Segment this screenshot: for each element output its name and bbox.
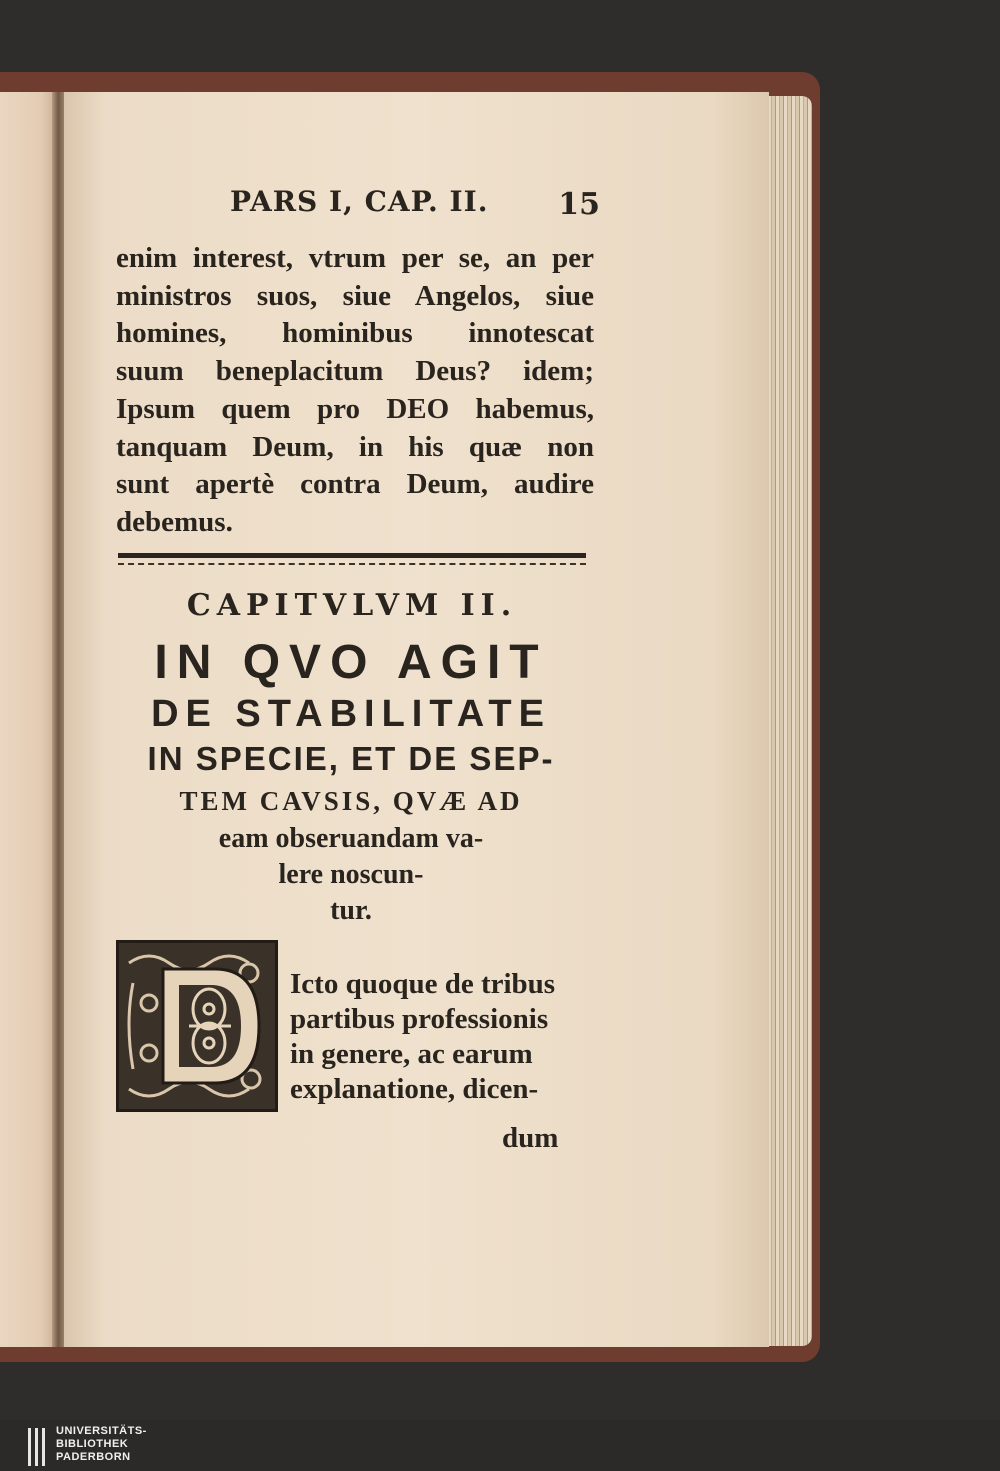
chapter-title-line: eam obseruandam va- (218, 823, 484, 854)
page-number: 15 (558, 187, 600, 222)
library-logo-text (56, 1425, 147, 1464)
logo-line: PADERBORN (56, 1451, 131, 1463)
text-line: ministros suos, siue Angelos, siue (116, 279, 594, 312)
section-rule-dashed (118, 563, 586, 565)
running-head: PARS I, CAP. II. (230, 185, 489, 218)
text-line: suum beneplacitum Deus? idem; (116, 355, 594, 388)
text-line: homines, hominibus innotescat (116, 317, 594, 350)
body-paragraph (116, 240, 594, 542)
chapter-title-line: DE STABILITATE (151, 693, 551, 735)
text-line: debemus. (116, 505, 233, 538)
text-line: tanquam Deum, in his quæ non (116, 430, 594, 463)
chapter-title-line: IN QVO AGIT (154, 636, 548, 689)
chapter-title-line: lere noscun- (278, 859, 424, 890)
decorated-initial (116, 940, 278, 1112)
opening-paragraph (290, 967, 580, 1107)
text-line: sunt apertè contra Deum, audire (116, 468, 594, 501)
chapter-title (112, 635, 590, 929)
chapter-title-line: tur. (330, 895, 372, 926)
chapter-title-line: TEM CAVSIS, QVÆ AD (179, 786, 523, 816)
section-rule (118, 553, 586, 558)
text-line: partibus professionis (290, 1003, 549, 1035)
chapter-label: CAPITVLVM II. (186, 588, 518, 623)
text-line: Icto quoque de tribus (290, 968, 556, 1000)
logo-line: BIBLIOTHEK (56, 1438, 129, 1450)
page-header (230, 185, 600, 229)
left-page-fragment (0, 92, 58, 1347)
text-line: explanatione, dicen- (290, 1073, 539, 1105)
logo-line: UNIVERSITÄTS- (56, 1425, 147, 1437)
catchword: dum (502, 1122, 559, 1154)
text-line: in genere, ac earum (290, 1038, 533, 1070)
chapter-title-line: IN SPECIE, ET DE SEP- (147, 740, 555, 777)
text-line: enim interest, vtrum per se, an per (116, 242, 594, 274)
library-logo-icon (28, 1428, 50, 1466)
footer-bar (0, 1420, 1000, 1471)
text-line: Ipsum quem pro DEO habemus, (116, 392, 594, 425)
